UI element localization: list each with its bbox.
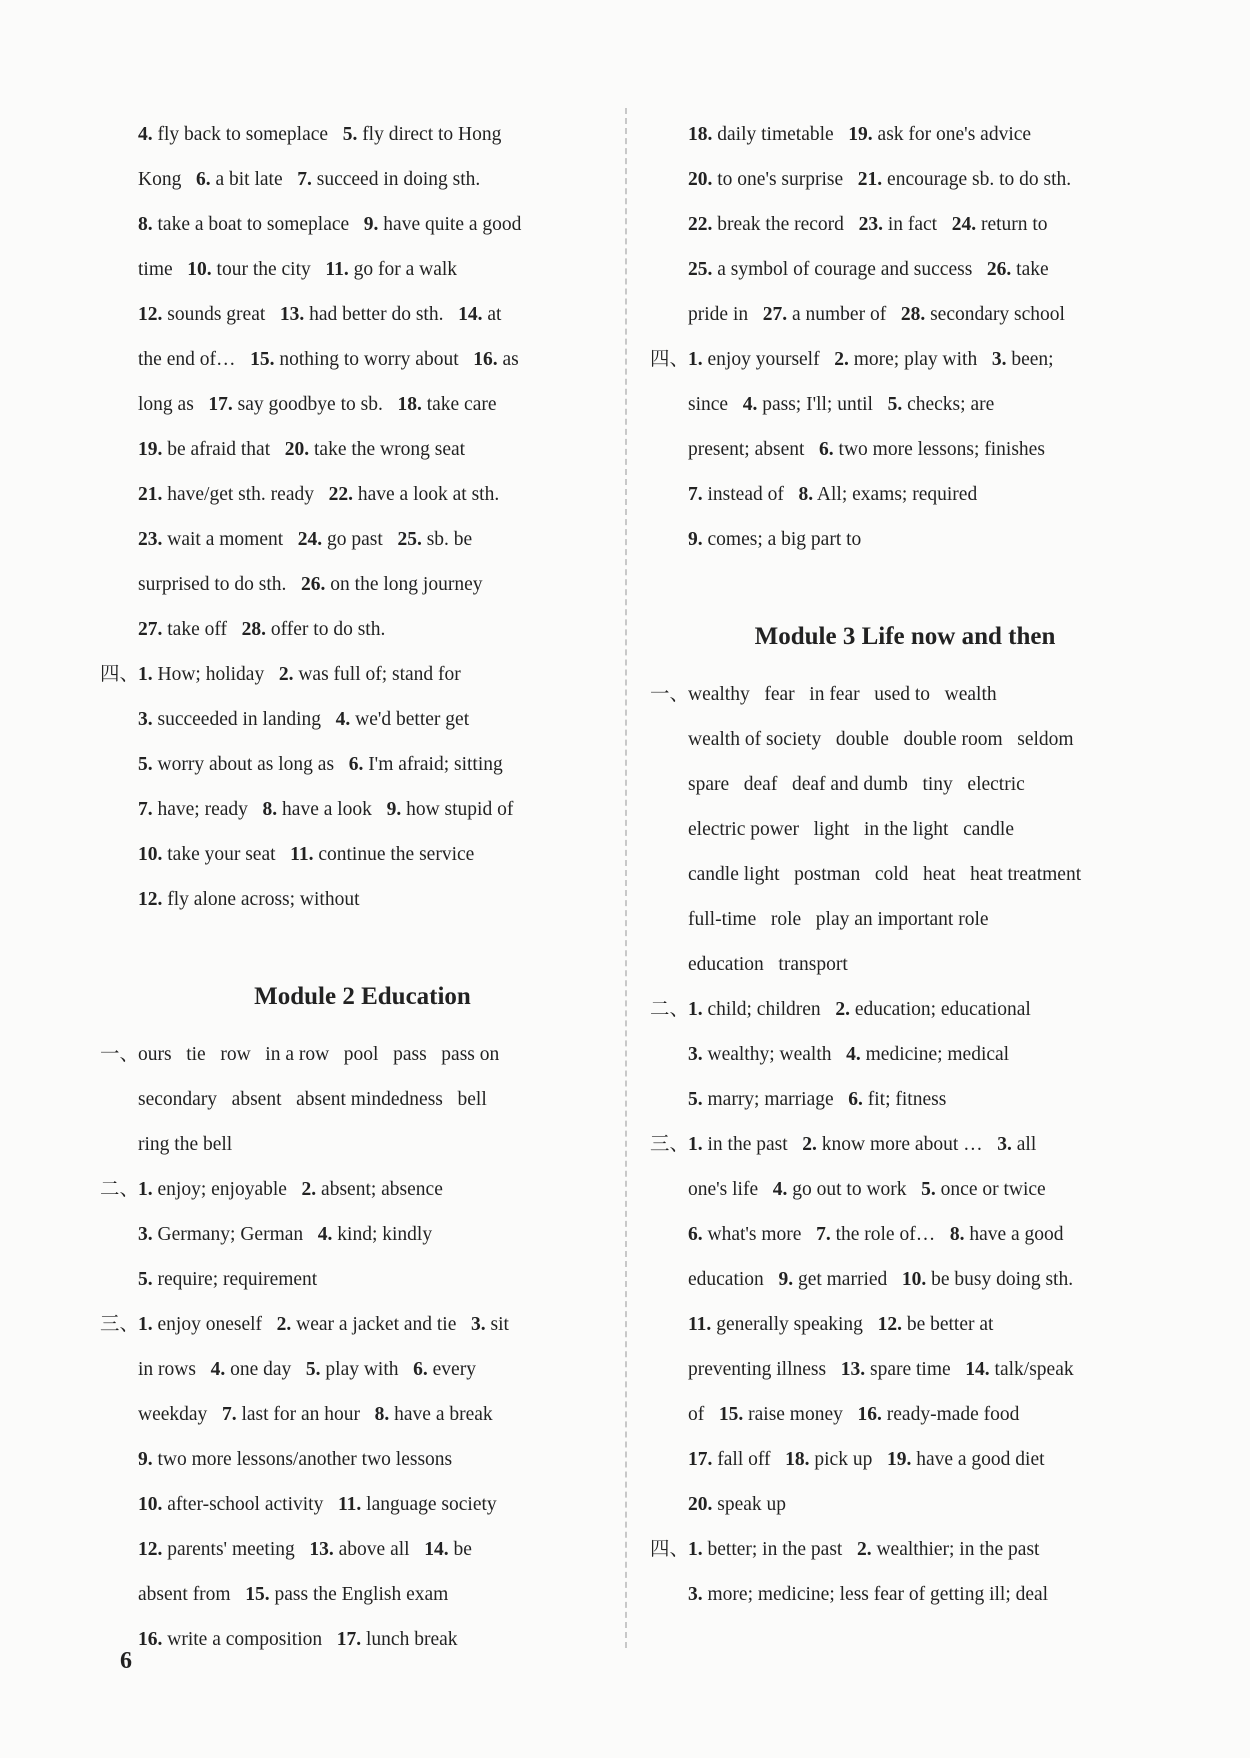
answer-line <box>650 1032 1160 1077</box>
answer-text: 1. in the past 2. know more about … 3. all <box>688 1134 1037 1155</box>
answer-line: pride in 27. a number of 28. secondary school <box>688 304 1065 325</box>
section-marker: 三、 <box>650 1134 690 1155</box>
answer-line <box>650 1257 1160 1302</box>
answer-text: weekday 7. last for an hour 8. have a break <box>138 1404 493 1425</box>
answer-line <box>650 472 1160 517</box>
answer-line <box>100 1257 625 1302</box>
answer-line <box>100 832 625 877</box>
answer-line <box>650 1527 1160 1572</box>
module-title: Module 3 Life now and then <box>754 623 1056 650</box>
answer-line <box>650 1437 1160 1482</box>
section-marker: 四、 <box>650 349 690 370</box>
answer-text: 1. How; holiday 2. was full of; stand for <box>138 664 461 685</box>
answer-text: ours tie row in a row pool pass pass on <box>138 1044 500 1065</box>
answer-line <box>100 1122 625 1167</box>
answer-line <box>650 427 1160 472</box>
answer-text: ring the bell <box>138 1134 233 1155</box>
answer-text: education 9. get married 10. be busy doing sth. <box>688 1269 1074 1290</box>
answer-line: time 10. tour the city 11. go for a walk <box>138 259 458 280</box>
answer-text: full-time role play an important role <box>688 909 989 930</box>
answer-text: 12. fly alone across; without <box>138 889 360 910</box>
answer-line <box>100 787 625 832</box>
answer-text: 7. instead of 8. All; exams; required <box>688 484 978 505</box>
answer-text: 3. more; medicine; less fear of getting ill; deal <box>688 1584 1049 1605</box>
answer-line: 20. to one's surprise 21. encourage sb. to do sth. <box>688 169 1072 190</box>
answer-line <box>100 1572 625 1617</box>
answer-line <box>100 1482 625 1527</box>
answer-text: secondary absent absent mindedness bell <box>138 1089 487 1110</box>
answer-line <box>650 807 1160 852</box>
answer-line <box>100 1032 625 1077</box>
answer-text: 3. Germany; German 4. kind; kindly <box>138 1224 433 1245</box>
answer-text: 9. comes; a big part to <box>688 529 862 550</box>
answer-text: candle light postman cold heat heat treatment <box>688 864 1082 885</box>
answer-line: 27. take off 28. offer to do sth. <box>138 619 386 640</box>
answer-line <box>100 1437 625 1482</box>
answer-line: 23. wait a moment 24. go past 25. sb. be <box>138 529 473 550</box>
answer-line <box>100 1077 625 1122</box>
answer-line: 19. be afraid that 20. take the wrong seat <box>138 439 466 460</box>
answer-line: long as 17. say goodbye to sb. 18. take care <box>138 394 497 415</box>
answer-line: 8. take a boat to someplace 9. have quite a good <box>138 214 522 235</box>
answer-line <box>650 717 1160 762</box>
answer-line <box>100 877 625 922</box>
section-marker: 四、 <box>100 664 140 685</box>
answer-line: Kong 6. a bit late 7. succeed in doing sth. <box>138 169 481 190</box>
answer-line <box>650 1392 1160 1437</box>
section-marker: 三、 <box>100 1314 140 1335</box>
answer-line <box>650 1212 1160 1257</box>
answer-text: 20. speak up <box>688 1494 787 1515</box>
answer-text: 6. what's more 7. the role of… 8. have a good <box>688 1224 1064 1245</box>
answer-text: spare deaf deaf and dumb tiny electric <box>688 774 1025 795</box>
answer-line <box>650 897 1160 942</box>
answer-text: 3. succeeded in landing 4. we'd better get <box>138 709 470 730</box>
answer-text: wealth of society double double room seldom <box>688 729 1074 750</box>
answer-text: preventing illness 13. spare time 14. talk/speak <box>688 1359 1074 1380</box>
answer-line: the end of… 15. nothing to worry about 16. as <box>138 349 519 370</box>
answer-line <box>650 1077 1160 1122</box>
answer-line <box>100 1527 625 1572</box>
answer-text: 10. after-school activity 11. language society <box>138 1494 497 1515</box>
answer-line <box>100 1617 625 1662</box>
left-column <box>100 112 625 1662</box>
answer-text: 17. fall off 18. pick up 19. have a good diet <box>688 1449 1045 1470</box>
answer-text: 10. take your seat 11. continue the service <box>138 844 475 865</box>
answer-line: 22. break the record 23. in fact 24. return to <box>688 214 1048 235</box>
answer-line <box>650 1482 1160 1527</box>
section-marker: 四、 <box>650 1539 690 1560</box>
answer-text: in rows 4. one day 5. play with 6. every <box>138 1359 476 1380</box>
answer-line: 4. fly back to someplace 5. fly direct to Hong <box>138 124 502 145</box>
column-divider <box>625 108 627 1648</box>
answer-text: 11. generally speaking 12. be better at <box>688 1314 994 1335</box>
answer-line <box>650 672 1160 717</box>
answer-line <box>650 382 1160 427</box>
answer-line <box>650 852 1160 897</box>
answer-line: 12. sounds great 13. had better do sth. 14. at <box>138 304 502 325</box>
answer-line: 18. daily timetable 19. ask for one's advice <box>688 124 1032 145</box>
answer-text: since 4. pass; I'll; until 5. checks; are <box>688 394 995 415</box>
answer-line <box>650 517 1160 562</box>
section-marker: 二、 <box>650 999 690 1020</box>
answer-line <box>650 1302 1160 1347</box>
answer-line <box>100 652 625 697</box>
spacer <box>100 922 625 962</box>
answer-line <box>100 697 625 742</box>
answer-text: 7. have; ready 8. have a look 9. how stupid of <box>138 799 514 820</box>
answer-line <box>100 1212 625 1257</box>
answer-text: 1. child; children 2. education; educational <box>688 999 1031 1020</box>
answer-line <box>650 762 1160 807</box>
answer-text: 16. write a composition 17. lunch break <box>138 1629 458 1650</box>
right-column <box>650 112 1160 1617</box>
answer-text: education transport <box>688 954 848 975</box>
answer-text: present; absent 6. two more lessons; finishes <box>688 439 1045 460</box>
answer-line <box>100 1302 625 1347</box>
page-number: 6 <box>120 1648 132 1674</box>
answer-text: 1. enjoy; enjoyable 2. absent; absence <box>138 1179 443 1200</box>
answer-line <box>650 1347 1160 1392</box>
answer-line <box>650 1122 1160 1167</box>
module-title: Module 2 Education <box>254 983 471 1010</box>
answer-text: 1. enjoy yourself 2. more; play with 3. been; <box>688 349 1054 370</box>
answer-line <box>650 942 1160 987</box>
answer-text: 1. better; in the past 2. wealthier; in the past <box>688 1539 1040 1560</box>
answer-text: 1. enjoy oneself 2. wear a jacket and tie 3. sit <box>138 1314 509 1335</box>
spacer <box>650 562 1160 602</box>
answer-line <box>650 337 1160 382</box>
answer-line: surprised to do sth. 26. on the long journey <box>138 574 483 595</box>
answer-text: 5. worry about as long as 6. I'm afraid; sitting <box>138 754 503 775</box>
answer-text: 9. two more lessons/another two lessons <box>138 1449 453 1470</box>
answer-line <box>100 1167 625 1212</box>
answer-line <box>100 1347 625 1392</box>
section-marker: 一、 <box>650 684 690 705</box>
answer-line: 21. have/get sth. ready 22. have a look at sth. <box>138 484 500 505</box>
section-marker: 一、 <box>100 1044 140 1065</box>
answer-text: 5. marry; marriage 6. fit; fitness <box>688 1089 947 1110</box>
answer-text: 5. require; requirement <box>138 1269 318 1290</box>
answer-line <box>650 1572 1160 1617</box>
answer-text: wealthy fear in fear used to wealth <box>688 684 997 705</box>
answer-line <box>100 742 625 787</box>
answer-text: of 15. raise money 16. ready-made food <box>688 1404 1020 1425</box>
answer-line <box>650 987 1160 1032</box>
section-marker: 二、 <box>100 1179 140 1200</box>
answer-line: 25. a symbol of courage and success 26. take <box>688 259 1049 280</box>
answer-text: electric power light in the light candle <box>688 819 1014 840</box>
answer-line <box>650 1167 1160 1212</box>
answer-text: 12. parents' meeting 13. above all 14. be <box>138 1539 472 1560</box>
answer-line <box>100 1392 625 1437</box>
answer-text: 3. wealthy; wealth 4. medicine; medical <box>688 1044 1010 1065</box>
answer-text: absent from 15. pass the English exam <box>138 1584 449 1605</box>
answer-text: one's life 4. go out to work 5. once or twice <box>688 1179 1046 1200</box>
